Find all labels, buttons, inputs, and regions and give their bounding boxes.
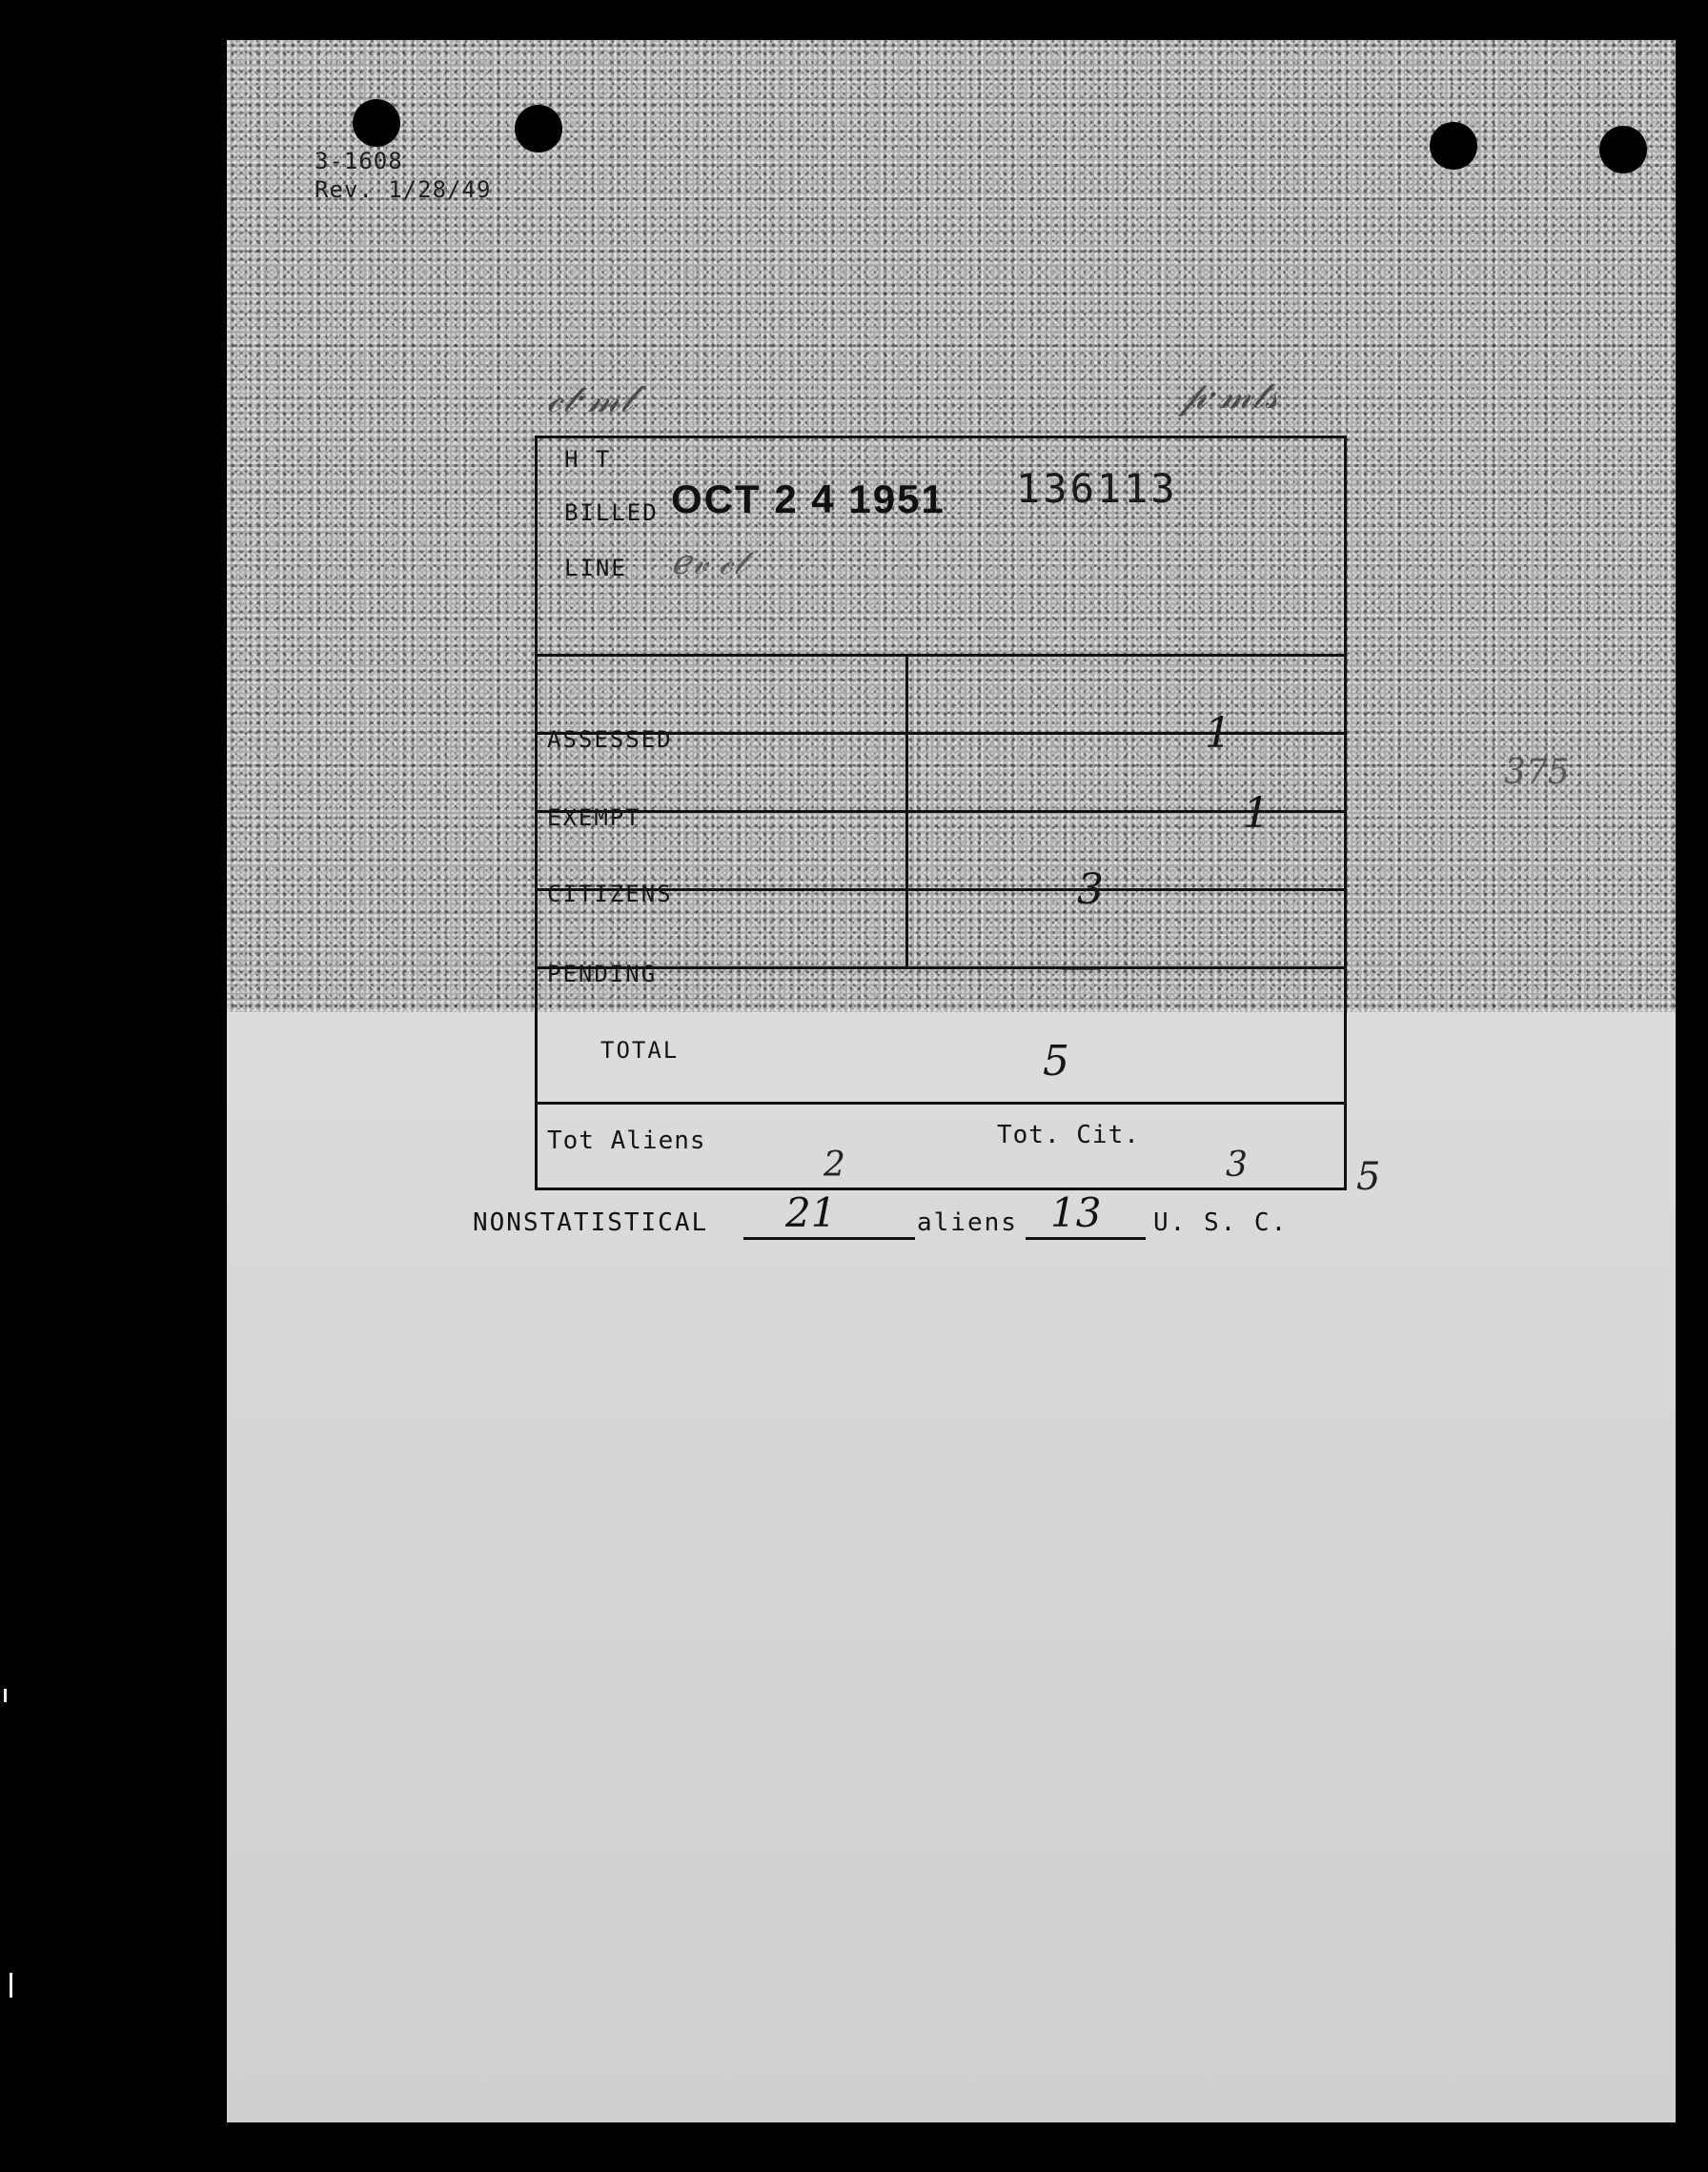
total-value: 5 (1043, 1037, 1069, 1086)
ht-label: H T (564, 446, 612, 473)
form-number: 3-1608 (315, 148, 403, 174)
scan-edge-mark (4, 1689, 7, 1702)
pending-value: — (1060, 942, 1102, 990)
citizens-value: 3 (1077, 865, 1104, 914)
margin-number: 375 (1504, 753, 1570, 792)
nonstatistical-value: 21 (785, 1189, 837, 1236)
usc-value: 13 (1050, 1189, 1102, 1236)
citizens-label: CITIZENS (547, 881, 673, 907)
divider (538, 966, 1344, 969)
punch-hole (1430, 122, 1477, 170)
usc-label: U. S. C. (1153, 1208, 1289, 1237)
pending-label: PENDING (547, 961, 658, 987)
divider (538, 654, 1344, 657)
nonstatistical-label: NONSTATISTICAL (473, 1208, 709, 1237)
line-label: LINE (564, 555, 627, 581)
billed-label: BILLED (564, 499, 659, 526)
assessed-label: ASSESSED (547, 726, 673, 753)
column-divider (905, 654, 908, 969)
total-label: TOTAL (600, 1037, 680, 1064)
tot-aliens-value: 2 (824, 1146, 845, 1185)
statistics-form-box (535, 436, 1347, 1190)
form-header (538, 438, 1344, 658)
form-identifier (315, 147, 491, 204)
exempt-label: EXEMPT (547, 804, 641, 831)
divider (538, 1102, 1344, 1105)
punch-hole (1599, 126, 1647, 173)
assessed-value: 1 (1205, 709, 1231, 758)
handwritten-scribble-left: 𝒸𝓉·𝓂𝓁 (547, 377, 633, 421)
tot-cit-value: 3 (1226, 1146, 1248, 1185)
scan-edge-mark (10, 1973, 12, 1998)
divider (538, 810, 1344, 813)
line-handwritten-entry: ℯ𝓋 𝒸𝓉 (671, 543, 745, 582)
exempt-value: 1 (1243, 789, 1270, 838)
punch-hole (353, 99, 400, 147)
punch-hole (515, 105, 562, 152)
document-page (227, 40, 1676, 2122)
side-total-value: 5 (1356, 1155, 1381, 1199)
handwritten-scribble-right: 𝓅·𝓂𝓉𝓈 (1180, 374, 1279, 417)
tot-aliens-label: Tot Aliens (547, 1127, 706, 1155)
form-revision: Rev. 1/28/49 (315, 176, 492, 203)
serial-number-stamp: 136113 (1016, 465, 1178, 512)
aliens-label: aliens (917, 1208, 1018, 1237)
tot-cit-label: Tot. Cit. (997, 1121, 1140, 1149)
billed-date-stamp: OCT 2 4 1951 (671, 477, 946, 521)
